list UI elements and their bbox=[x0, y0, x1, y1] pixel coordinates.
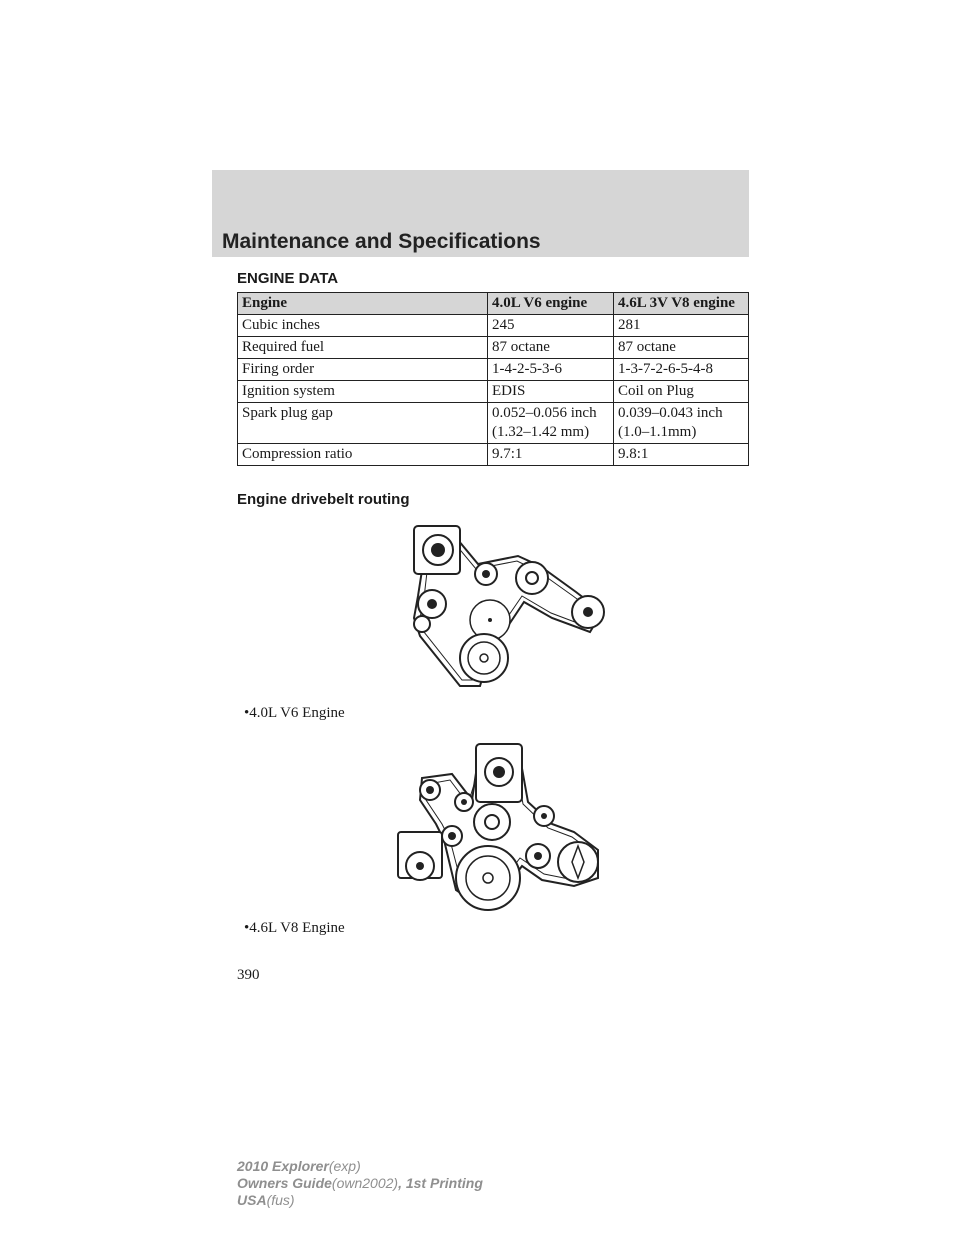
table-cell: 9.8:1 bbox=[614, 444, 749, 466]
bullet-icon: • bbox=[244, 920, 250, 936]
v6-caption bbox=[244, 705, 345, 722]
footer-line bbox=[237, 1192, 483, 1209]
table-cell: Firing order bbox=[238, 359, 488, 381]
tensioner-pulley-icon bbox=[442, 826, 462, 846]
alternator-icon bbox=[414, 526, 460, 574]
power-steering-pulley-icon bbox=[526, 844, 550, 868]
footer-guide: Owners Guide bbox=[237, 1175, 332, 1191]
idler-pulley-icon bbox=[475, 563, 497, 585]
engine-data-table bbox=[237, 292, 749, 466]
crankshaft-pulley-icon bbox=[460, 634, 508, 682]
footer-market: USA bbox=[237, 1192, 267, 1208]
table-cell: 9.7:1 bbox=[488, 444, 614, 466]
bullet-icon: • bbox=[244, 705, 250, 721]
table-cell: 1-4-2-5-3-6 bbox=[488, 359, 614, 381]
table-cell: Coil on Plug bbox=[614, 381, 749, 403]
footer-line bbox=[237, 1158, 483, 1175]
table-cell: 87 octane bbox=[614, 337, 749, 359]
ac-compressor-pulley-icon bbox=[398, 832, 442, 880]
subsection-title: Engine drivebelt routing bbox=[237, 491, 410, 508]
section-title: ENGINE DATA bbox=[237, 270, 339, 287]
footer-market-code: (fus) bbox=[266, 1192, 295, 1208]
table-cell: 281 bbox=[614, 315, 749, 337]
header-band bbox=[212, 170, 749, 257]
water-pump-pulley-icon bbox=[474, 804, 510, 840]
footer-line bbox=[237, 1175, 483, 1192]
alternator-icon bbox=[476, 744, 522, 802]
table-cell: Compression ratio bbox=[238, 444, 488, 466]
table-cell: Cubic inches bbox=[238, 315, 488, 337]
v6-drivebelt-diagram bbox=[400, 520, 615, 690]
footer-model-code: (exp) bbox=[328, 1158, 361, 1174]
idler-pulley-icon bbox=[420, 780, 440, 800]
footer bbox=[237, 1158, 483, 1209]
page-number: 390 bbox=[237, 967, 260, 983]
table-cell: 245 bbox=[488, 315, 614, 337]
v8-drivebelt-diagram bbox=[392, 740, 612, 912]
table-row bbox=[238, 403, 749, 444]
table-cell: 1-3-7-2-6-5-4-8 bbox=[614, 359, 749, 381]
column-header: Engine bbox=[238, 293, 488, 315]
idler-pulley-icon bbox=[534, 806, 554, 826]
table-cell: EDIS bbox=[488, 381, 614, 403]
table-header-row bbox=[238, 293, 749, 315]
column-header: 4.6L 3V V8 engine bbox=[614, 293, 749, 315]
table-cell: Required fuel bbox=[238, 337, 488, 359]
table-cell: 87 octane bbox=[488, 337, 614, 359]
table-row bbox=[238, 359, 749, 381]
footer-guide-code: (own2002) bbox=[331, 1175, 399, 1191]
page-header-title: Maintenance and Specifications bbox=[222, 230, 541, 253]
water-pump-pulley-icon bbox=[516, 562, 548, 594]
footer-model: 2010 Explorer bbox=[237, 1158, 329, 1174]
table-row bbox=[238, 444, 749, 466]
table-cell: 0.039–0.043 inch (1.0–1.1mm) bbox=[614, 403, 749, 444]
table-cell: Spark plug gap bbox=[238, 403, 488, 444]
caption-text: 4.6L V8 Engine bbox=[249, 920, 345, 936]
caption-text: 4.0L V6 Engine bbox=[249, 705, 345, 721]
fan-pulley-icon bbox=[558, 842, 598, 882]
power-steering-pulley-icon bbox=[572, 596, 604, 628]
idler-pulley-icon bbox=[455, 793, 473, 811]
footer-printing: , 1st Printing bbox=[398, 1175, 483, 1191]
table-row bbox=[238, 315, 749, 337]
crankshaft-pulley-icon bbox=[456, 846, 520, 910]
column-header: 4.0L V6 engine bbox=[488, 293, 614, 315]
v8-caption bbox=[244, 920, 345, 937]
table-cell: Ignition system bbox=[238, 381, 488, 403]
table-row bbox=[238, 381, 749, 403]
table-cell: 0.052–0.056 inch (1.32–1.42 mm) bbox=[488, 403, 614, 444]
table-row bbox=[238, 337, 749, 359]
